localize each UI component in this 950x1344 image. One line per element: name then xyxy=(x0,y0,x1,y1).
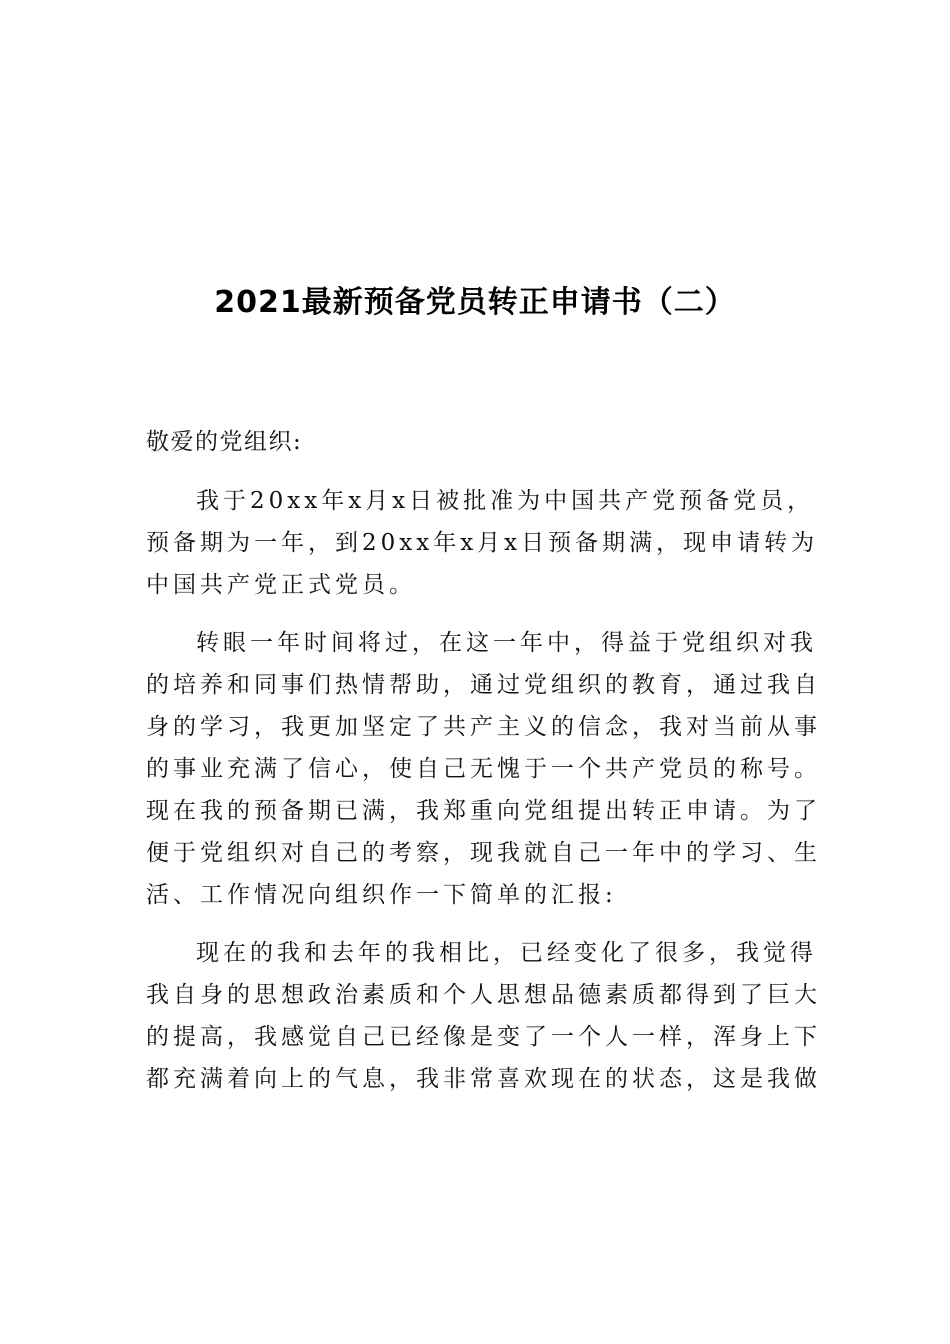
paragraph-line: 我自身的思想政治素质和个人思想品德素质都得到了巨大 xyxy=(146,982,821,1008)
document-body xyxy=(146,422,821,1116)
paragraph-line: 转眼一年时间将过，在这一年中，得益于党组织对我 xyxy=(196,630,817,656)
paragraph-line: 的提高，我感觉自己已经像是变了一个人一样，浑身上下 xyxy=(146,1024,821,1050)
salutation: 敬爱的党组织: xyxy=(146,429,303,455)
paragraph-line: 现在的我和去年的我相比，已经变化了很多，我觉得 xyxy=(196,940,817,966)
paragraph-line: 的事业充满了信心，使自己无愧于一个共产党员的称号。 xyxy=(146,756,821,782)
paragraph-line: 便于党组织对自己的考察，现我就自己一年中的学习、生 xyxy=(146,840,821,866)
paragraph-line: 都充满着向上的气息，我非常喜欢现在的状态，这是我做 xyxy=(146,1066,821,1092)
paragraph-line: 的培养和同事们热情帮助，通过党组织的教育，通过我自 xyxy=(146,672,821,698)
paragraph-line: 活、工作情况向组织作一下简单的汇报: xyxy=(146,882,617,908)
paragraph-2 xyxy=(146,622,821,916)
paragraph-1 xyxy=(146,480,819,606)
paragraph-line: 中国共产党正式党员。 xyxy=(146,572,416,598)
paragraph-line: 现在我的预备期已满，我郑重向党组提出转正申请。为了 xyxy=(146,798,821,824)
paragraph-line: 身的学习，我更加坚定了共产主义的信念，我对当前从事 xyxy=(146,714,821,740)
paragraph-3 xyxy=(146,932,821,1100)
document-title: 2021最新预备党员转正申请书（二） xyxy=(214,285,736,320)
paragraph-line: 我于20xx年x月x日被批准为中国共产党预备党员， xyxy=(196,488,815,514)
paragraph-line: 预备期为一年，到20xx年x月x日预备期满，现申请转为 xyxy=(146,530,819,556)
